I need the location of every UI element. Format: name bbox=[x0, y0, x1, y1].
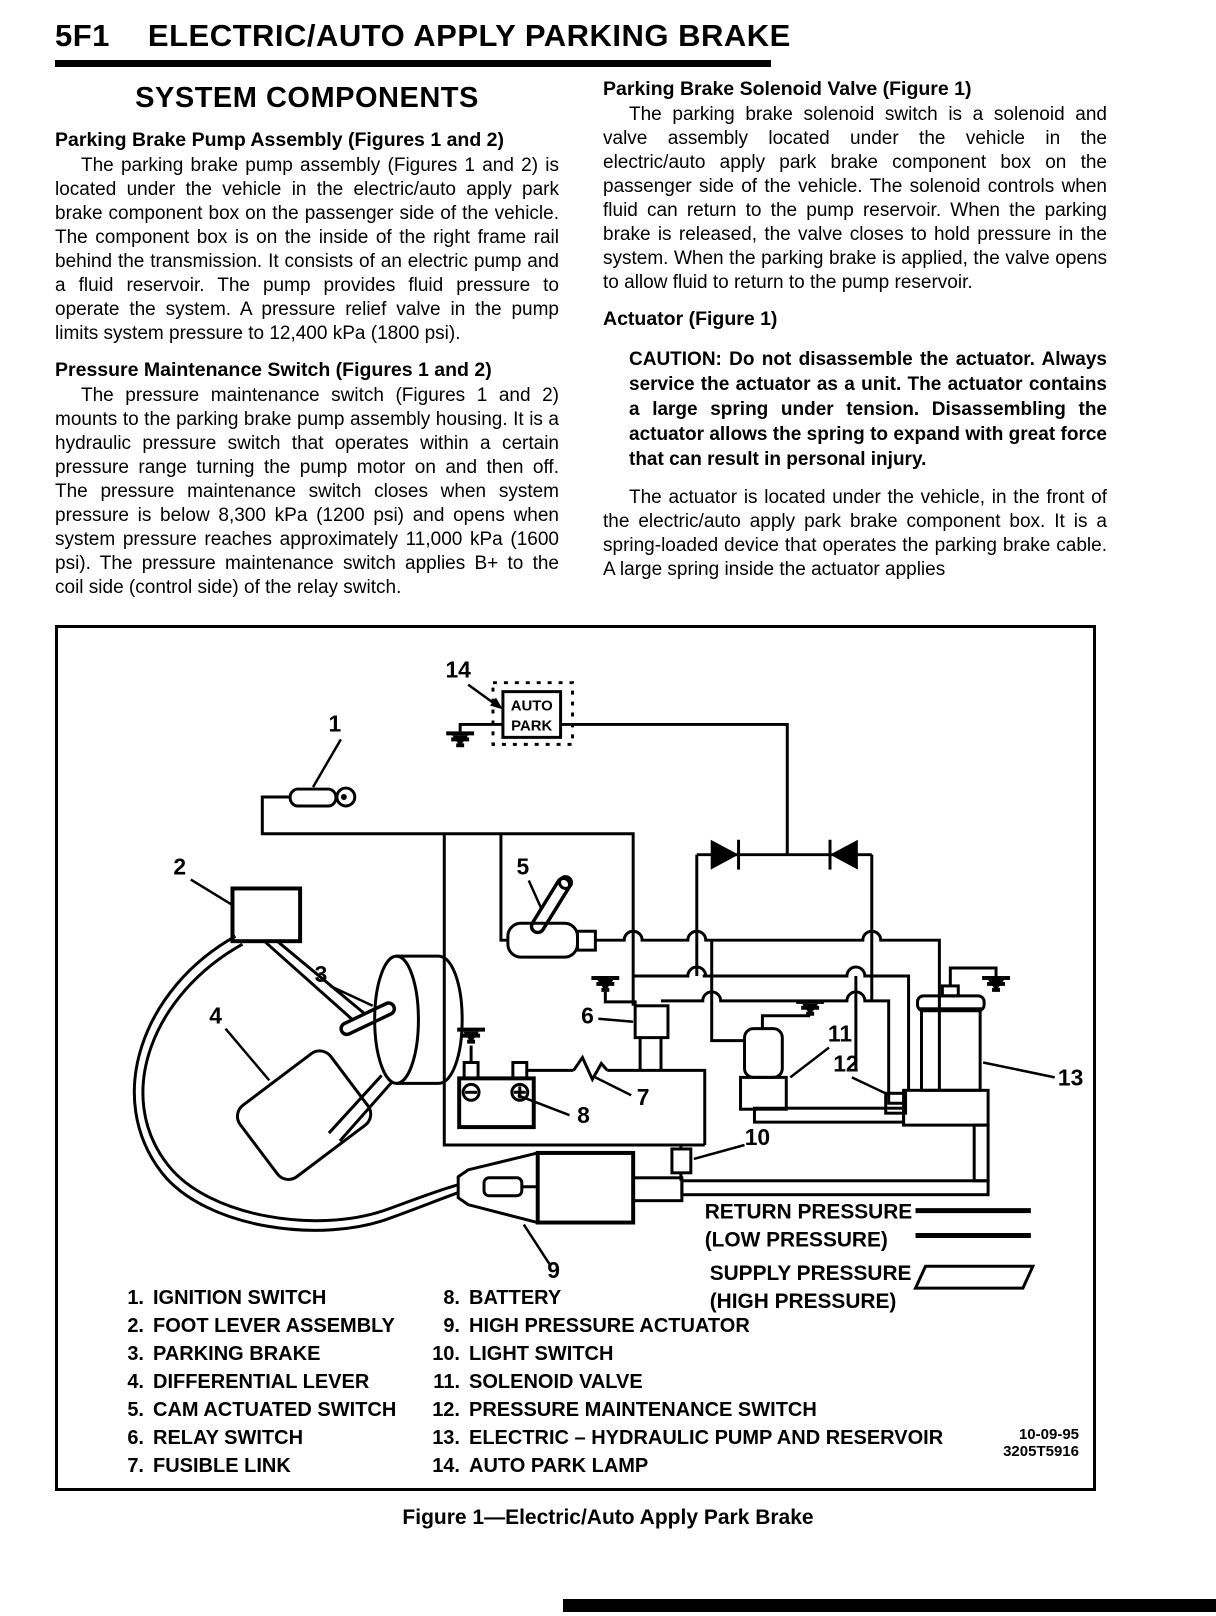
legend-item: 1. IGNITION SWITCH bbox=[127, 1287, 327, 1309]
leader-11 bbox=[790, 1048, 829, 1078]
actuator-icon bbox=[458, 1153, 682, 1223]
callout-5: 5 bbox=[516, 853, 530, 880]
callout-6: 6 bbox=[581, 1002, 594, 1029]
legend-item: 8. BATTERY bbox=[443, 1287, 562, 1309]
ignition-switch-icon bbox=[290, 788, 355, 806]
supply-pressure-label2: (HIGH PRESSURE) bbox=[709, 1290, 897, 1314]
legend-item: 7. FUSIBLE LINK bbox=[127, 1455, 291, 1477]
callout-13: 13 bbox=[1057, 1064, 1084, 1091]
legend-item: 10. LIGHT SWITCH bbox=[432, 1343, 614, 1365]
callout-12: 12 bbox=[833, 1050, 859, 1077]
section-body: The pressure maintenance switch (Figures 1 and 2) mounts to the parking brake pump assembly housing. It is a hydraulic pressure switch that operates within a certain pressure range turning the pump motor on and then off. The pressure maintenance switch closes when system pressure is below 8,300 kPa (1200 psi) and opens when system pressure reaches approximately 11,000 kPa (1600 psi). The pressure maintenance switch applies B+ to the coil side (control side) of the relay switch. bbox=[55, 385, 559, 598]
legend-item: 11. SOLENOID VALVE bbox=[433, 1371, 643, 1393]
section-heading: Parking Brake Pump Assembly (Figures 1 and 2) bbox=[55, 129, 505, 151]
figure-date: 10-09-95 bbox=[1018, 1426, 1079, 1443]
branch-wire bbox=[712, 940, 745, 1040]
section-body: The parking brake pump assembly (Figures 1 and 2) is located under the vehicle in the electric/auto apply park brake component box on the passenger side of the vehicle. The component box is on the inside of the right frame rail behind the transmission. It consists of an electric pump and a fluid reservoir. The pump provides fluid pressure to operate the system. A pressure relief valve in the pump limits system pressure to 12,400 kPa (1800 psi). bbox=[55, 155, 559, 344]
light-switch-icon bbox=[672, 1149, 691, 1173]
ground-icon bbox=[591, 978, 635, 1006]
callout-1: 1 bbox=[328, 710, 342, 737]
legend-item: 5. CAM ACTUATED SWITCH bbox=[127, 1399, 397, 1421]
leader-1 bbox=[313, 739, 341, 787]
legend-item: 14. AUTO PARK LAMP bbox=[432, 1455, 649, 1477]
relay-switch-icon bbox=[635, 1006, 668, 1038]
legend-item: 13. ELECTRIC – HYDRAULIC PUMP AND RESERVOIR bbox=[432, 1427, 944, 1449]
leader-10 bbox=[694, 1145, 745, 1159]
figure-legend-left bbox=[116, 1284, 396, 1480]
callout-10: 10 bbox=[744, 1123, 771, 1150]
return-line-symbol bbox=[916, 1211, 1031, 1236]
callout-8: 8 bbox=[577, 1102, 590, 1129]
callout-3: 3 bbox=[314, 960, 328, 987]
figure-legend-right bbox=[420, 1284, 943, 1480]
foot-lever-icon bbox=[232, 888, 300, 941]
callout-2: 2 bbox=[173, 853, 187, 880]
parking-brake-icon bbox=[329, 956, 462, 1141]
leader-2 bbox=[191, 880, 232, 905]
figure-1-frame bbox=[55, 625, 1096, 1491]
cam-feed-wire bbox=[501, 834, 508, 940]
callout-4: 4 bbox=[209, 1002, 222, 1029]
callout-9: 9 bbox=[547, 1257, 560, 1284]
leader-13 bbox=[983, 1062, 1055, 1077]
figure-codes bbox=[1003, 1426, 1079, 1460]
scan-artifact-bar bbox=[563, 1599, 1216, 1612]
callout-7: 7 bbox=[636, 1084, 650, 1111]
leader-5 bbox=[529, 881, 542, 910]
main-heading: SYSTEM COMPONENTS bbox=[135, 82, 479, 114]
leader-12 bbox=[852, 1077, 890, 1095]
leader-9 bbox=[524, 1225, 550, 1265]
cam-switch-icon bbox=[508, 877, 595, 958]
auto-park-lamp-icon bbox=[493, 683, 573, 745]
fusible-link-icon bbox=[574, 1058, 608, 1080]
legend-item: 3. PARKING BRAKE bbox=[127, 1343, 321, 1365]
svg-text:PARK: PARK bbox=[511, 718, 553, 735]
left-column bbox=[55, 76, 559, 600]
pump-reservoir-icon bbox=[904, 986, 989, 1125]
ground-icon bbox=[762, 1002, 824, 1029]
callout-11: 11 bbox=[827, 1020, 853, 1047]
legend-item: 4. DIFFERENTIAL LEVER bbox=[127, 1371, 370, 1393]
supply-pressure-label: SUPPLY PRESSURE bbox=[709, 1262, 912, 1286]
page-header bbox=[55, 18, 791, 67]
legend-item: 12. PRESSURE MAINTENANCE SWITCH bbox=[432, 1399, 817, 1421]
battery-icon bbox=[459, 1062, 534, 1127]
svg-text:AUTO: AUTO bbox=[510, 698, 553, 715]
figure-part-number: 3205T5916 bbox=[1003, 1443, 1079, 1460]
relay-legs bbox=[640, 1038, 661, 1071]
section-body: The actuator is located under the vehicle, in the front of the electric/auto apply park brake component box. It is a spring-loaded device that operates the parking brake cable. A large spring inside the actuator applies bbox=[603, 487, 1107, 580]
caution-note: CAUTION: Do not disassemble the actuator. Always service the actuator as a unit. The actuator contains a large spring under tension. Disassembling the actuator allows the spring to expand with great force that can result in personal injury. bbox=[629, 349, 1107, 470]
page-title: ELECTRIC/AUTO APPLY PARKING BRAKE bbox=[147, 18, 791, 53]
leader-6 bbox=[598, 1019, 633, 1022]
text-columns bbox=[55, 76, 1107, 600]
legend-item: 2. FOOT LEVER ASSEMBLY bbox=[127, 1315, 395, 1337]
section-body: The parking brake solenoid switch is a solenoid and valve assembly located under the vehicle in the electric/auto apply park brake component box on the passenger side of the vehicle. The solenoid controls when fluid can return to the pump reservoir. When the parking brake is released, the valve closes to hold pressure in the system. When the parking brake is applied, the valve opens to allow fluid to return to the pump reservoir. bbox=[603, 104, 1107, 293]
callout-14: 14 bbox=[445, 656, 471, 683]
leader-7 bbox=[595, 1077, 631, 1095]
enclosure-wire bbox=[444, 834, 704, 1145]
section-code: 5F1 bbox=[55, 18, 110, 53]
return-pressure-label2: (LOW PRESSURE) bbox=[704, 1228, 888, 1252]
section-heading: Parking Brake Solenoid Valve (Figure 1) bbox=[603, 78, 972, 100]
differential-lever-icon bbox=[232, 1045, 376, 1185]
legend-item: 9. HIGH PRESSURE ACTUATOR bbox=[443, 1315, 750, 1337]
solenoid-valve-icon bbox=[741, 1029, 787, 1110]
supply-pressure-line bbox=[682, 1108, 988, 1194]
leader-8 bbox=[518, 1095, 570, 1115]
return-pressure-label: RETURN PRESSURE bbox=[704, 1200, 913, 1224]
section-heading: Pressure Maintenance Switch (Figures 1 and 2) bbox=[55, 359, 492, 381]
right-column bbox=[603, 76, 1107, 600]
figure-caption: Figure 1—Electric/Auto Apply Park Brake bbox=[402, 1506, 814, 1529]
legend-item: 6. RELAY SWITCH bbox=[127, 1427, 304, 1449]
section-heading: Actuator (Figure 1) bbox=[603, 308, 778, 330]
leader-4 bbox=[226, 1029, 270, 1081]
